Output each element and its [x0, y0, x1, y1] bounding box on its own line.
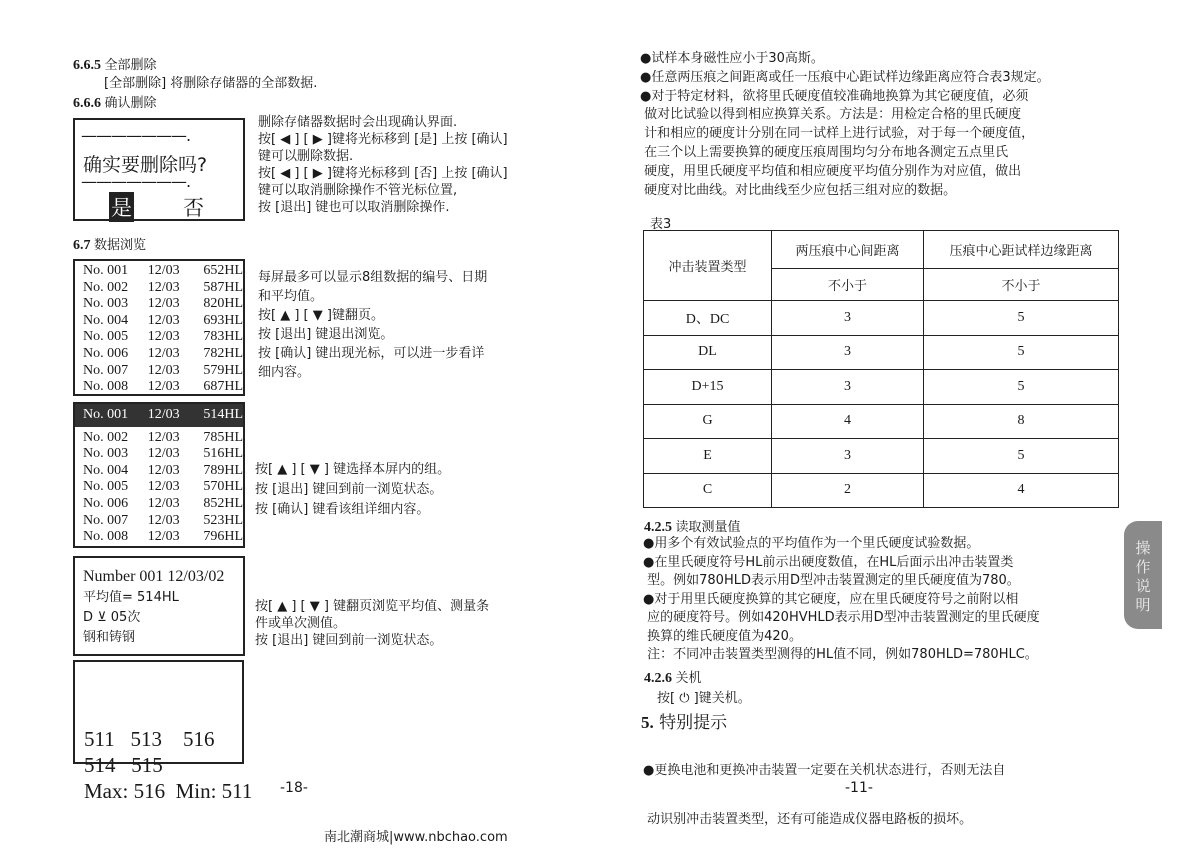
record-value: 570HL: [203, 479, 243, 495]
line: 型。例如780HLD表示用D型冲击装置测定的里氏硬度值为780。: [643, 573, 1020, 588]
record-number: No. 001: [83, 263, 129, 278]
min-spacing: 3: [772, 439, 924, 474]
record-number: No. 005: [83, 479, 129, 495]
heading-6-6-5: 6.6.5 全部删除: [73, 58, 157, 73]
record-number: No. 007: [83, 512, 129, 528]
confirm-instructions: [258, 114, 508, 216]
line: 和平均值。: [258, 289, 324, 304]
record-date: 12/03: [147, 279, 180, 295]
list-row: [83, 496, 243, 513]
record-value: 652HL: [203, 263, 243, 278]
selected-list-row[interactable]: [75, 404, 243, 427]
page-number-left: -18-: [280, 780, 308, 796]
record-number: No. 008: [83, 529, 129, 545]
line: ●任意两压痕之间距离或任一压痕中心距试样边缘距离应符合表3规定。: [640, 69, 1050, 85]
line: 按[ ▲ ] [ ▼ ] 键选择本屏内的组。: [255, 462, 451, 477]
data-list-screen: [73, 259, 245, 396]
table-row: [644, 370, 1119, 405]
footer-watermark: 南北潮商城|www.nbchao.com: [324, 830, 508, 845]
list-row: [83, 296, 243, 313]
record-date: 12/03: [147, 263, 180, 278]
record-value: 523HL: [203, 512, 243, 528]
record-value: 782HL: [203, 345, 243, 361]
line: 在三个以上需要换算的硬度压痕周围均匀分布地各测定五点里氏: [640, 144, 1009, 160]
text-6-6-5: [全部删除] 将删除存储器的全部数据.: [104, 76, 318, 91]
record-date: 12/03: [147, 296, 180, 312]
record-number: No. 006: [83, 495, 129, 511]
min-spacing: 4: [772, 404, 924, 439]
data-list-cursor-screen: [73, 402, 245, 548]
min-spacing: 3: [772, 301, 924, 336]
record-date: 12/03: [147, 312, 180, 328]
line: 动识别冲击装置类型，还有可能造成仪器电路板的损坏。: [643, 812, 973, 827]
list-row: [83, 463, 243, 480]
col-subheader: 不小于: [772, 269, 924, 301]
line: 硬度对比曲线。对比曲线至少应包括三组对应的数据。: [640, 182, 957, 198]
record-date: 12/03: [147, 379, 180, 395]
record-number: No. 003: [83, 296, 129, 312]
line: 按[ ◀ ] [ ▶ ]键将光标移到 [否] 上按 [确认]: [258, 166, 508, 181]
tab-char: 操: [1135, 539, 1151, 557]
record-number: No. 004: [83, 312, 129, 328]
record-number: No. 001: [83, 407, 129, 422]
divider: ———————.: [81, 172, 191, 191]
min-edge-distance: 4: [924, 473, 1119, 508]
record-number: No. 005: [83, 329, 129, 345]
list-row: [83, 346, 243, 363]
min-edge-distance: 5: [924, 370, 1119, 405]
record-date: 12/03: [147, 446, 180, 462]
line: ●试样本身磁性应小于30高斯。: [640, 51, 824, 66]
record-date: 12/03: [147, 495, 180, 511]
record-date: 12/03: [147, 345, 180, 361]
record-value: 687HL: [203, 379, 243, 395]
record-value: 514HL: [203, 407, 243, 422]
record-date: 12/03: [147, 512, 180, 528]
record-value: 789HL: [203, 462, 243, 478]
line: 按[ ▲ ] [ ▼ ] 键翻页浏览平均值、测量条: [255, 599, 490, 614]
line: 硬度，用里氏硬度平均值和相应硬度平均值分别作为对应值，做出: [640, 163, 1022, 179]
list-row: [83, 513, 243, 530]
table-row: [644, 335, 1119, 370]
line: 按 [退出] 键回到前一浏览状态。: [255, 482, 443, 497]
line: 键可以删除数据.: [258, 149, 354, 164]
list-row: [83, 363, 243, 380]
requirements-bullets: [640, 50, 1050, 200]
table-caption: 表3: [650, 217, 672, 232]
table-row: [644, 473, 1119, 508]
col-header: 冲击装置类型: [644, 231, 772, 301]
impact-type: D、DC: [644, 301, 772, 336]
col-header: 压痕中心距试样边缘距离: [924, 231, 1119, 269]
detail-screen: [73, 556, 245, 656]
line: ●更换电池和更换冲击装置一定要在关机状态进行，否则无法自: [643, 763, 1006, 778]
record-date: 12/03: [147, 407, 180, 422]
impact-type: D+15: [644, 370, 772, 405]
impact-type: DL: [644, 335, 772, 370]
line: 按 [确认] 键出现光标，可以进一步看详: [258, 346, 485, 361]
heading-4-2-6: 4.2.6 关机: [644, 671, 702, 686]
record-value: 785HL: [203, 429, 243, 445]
record-number: No. 004: [83, 462, 129, 478]
line: 计和相应的硬度计分别在同一试样上进行试验，对于每一个硬度值，: [640, 126, 1035, 142]
line: 按[ ▲ ] [ ▼ ]键翻页。: [258, 308, 384, 323]
line: 按 [确认] 键看该组详细内容。: [255, 502, 430, 517]
record-date: 12/03: [147, 429, 180, 445]
line: 按 [退出] 键也可以取消删除操作.: [258, 200, 450, 215]
line: 按[ ◀ ] [ ▶ ]键将光标移到 [是] 上按 [确认]: [258, 132, 508, 147]
confirm-screen: [73, 118, 245, 221]
line: 件或单次测值。: [255, 616, 347, 631]
values-row: 511 513 516: [84, 727, 215, 751]
impact-type: G: [644, 404, 772, 439]
list-instructions: [258, 268, 487, 382]
line: ●用多个有效试验点的平均值作为一个里氏硬度试验数据。: [643, 536, 980, 551]
min-edge-distance: 8: [924, 404, 1119, 439]
record-value: 579HL: [203, 362, 243, 378]
power-off-text: 按[ ⏻ ]键关机。: [657, 691, 751, 706]
table-3: [643, 230, 1119, 508]
record-date: 12/03: [147, 479, 180, 495]
min-spacing: 3: [772, 370, 924, 405]
impact-type: E: [644, 439, 772, 474]
tab-char: 明: [1135, 596, 1151, 614]
record-number: No. 003: [83, 446, 129, 462]
min-edge-distance: 5: [924, 335, 1119, 370]
reading-bullets: [643, 535, 1040, 665]
detail-average: 平均值= 514HL: [83, 590, 179, 605]
record-value: 783HL: [203, 329, 243, 345]
col-header: 两压痕中心间距离: [772, 231, 924, 269]
min-spacing: 3: [772, 335, 924, 370]
page-number-right: -11-: [845, 780, 873, 796]
line: 做对比试验以得到相应换算关系。方法是：用检定合格的里氏硬度: [640, 107, 1022, 123]
values-screen: [73, 660, 253, 803]
list-row: [83, 263, 243, 280]
list-row: [83, 379, 243, 396]
record-date: 12/03: [147, 362, 180, 378]
record-value: 693HL: [203, 312, 243, 328]
side-tab: [1124, 521, 1162, 629]
divider: ———————.: [81, 126, 191, 145]
no-option[interactable]: 否: [183, 196, 204, 220]
impact-type: C: [644, 473, 772, 508]
record-number: No. 002: [83, 429, 129, 445]
record-value: 587HL: [203, 279, 243, 295]
list-row: [83, 446, 243, 463]
special-notes: [643, 731, 1005, 848]
record-value: 796HL: [203, 529, 243, 545]
heading-6-6-6: 6.6.6 确认删除: [73, 96, 157, 111]
detail-instructions: [255, 598, 489, 649]
record-date: 12/03: [147, 462, 180, 478]
heading-4-2-5: 4.2.5 读取测量值: [644, 520, 741, 535]
line: ●在里氏硬度符号HL前示出硬度数值，在HL后面示出冲击装置类: [643, 554, 1014, 570]
cursor-instructions: [255, 460, 450, 520]
min-spacing: 2: [772, 473, 924, 508]
record-value: 820HL: [203, 296, 243, 312]
list-row: [83, 329, 243, 346]
yes-option[interactable]: 是: [109, 192, 134, 222]
list-row: [83, 313, 243, 330]
values-row: 514 515: [84, 753, 163, 777]
min-edge-distance: 5: [924, 439, 1119, 474]
record-date: 12/03: [147, 329, 180, 345]
detail-number: Number 001 12/03/02: [83, 568, 225, 585]
line: 按 [退出] 键回到前一浏览状态。: [255, 633, 443, 648]
table-row: [644, 301, 1119, 336]
line: ●对于用里氏硬度换算的其它硬度，应在里氏硬度符号之前附以相: [643, 591, 1019, 607]
record-number: No. 008: [83, 379, 129, 395]
max-min: Max: 516 Min: 511: [84, 779, 253, 803]
tab-char: 作: [1135, 558, 1151, 576]
table-row: [644, 439, 1119, 474]
table-row: [644, 404, 1119, 439]
line: 应的硬度符号。例如420HVHLD表示用D型冲击装置测定的里氏硬度: [643, 610, 1040, 625]
list-row: [83, 479, 243, 496]
min-edge-distance: 5: [924, 301, 1119, 336]
line: 按 [退出] 键退出浏览。: [258, 327, 394, 342]
confirm-question: 确实要删除吗?: [83, 154, 208, 176]
line: 删除存储器数据时会出现确认界面.: [258, 115, 458, 130]
list-row: [83, 529, 243, 546]
line: 每屏最多可以显示8组数据的编号、日期: [258, 270, 488, 285]
detail-material: 钢和铸钢: [83, 630, 136, 645]
tab-char: 说: [1135, 577, 1151, 595]
heading-5: 5. 特别提示: [641, 713, 728, 733]
line: 注：不同冲击装置类型测得的HL值不同，例如780HLD=780HLC。: [643, 647, 1038, 662]
record-value: 852HL: [203, 495, 243, 511]
col-subheader: 不小于: [924, 269, 1119, 301]
line: 换算的维氏硬度值为420。: [643, 628, 802, 644]
line: 键可以取消删除操作不管光标位置,: [258, 183, 458, 198]
record-number: No. 006: [83, 345, 129, 361]
line: ●对于特定材料，欲将里氏硬度值较准确地换算为其它硬度值，必须: [640, 88, 1029, 104]
record-date: 12/03: [147, 529, 180, 545]
list-row: [83, 430, 243, 447]
list-row: [83, 280, 243, 297]
detail-impact: D ⊻ 05次: [83, 610, 141, 625]
record-number: No. 007: [83, 362, 129, 378]
record-number: No. 002: [83, 279, 129, 295]
heading-6-7: 6.7 数据浏览: [73, 238, 147, 253]
line: 细内容。: [258, 365, 311, 380]
record-value: 516HL: [203, 446, 243, 462]
